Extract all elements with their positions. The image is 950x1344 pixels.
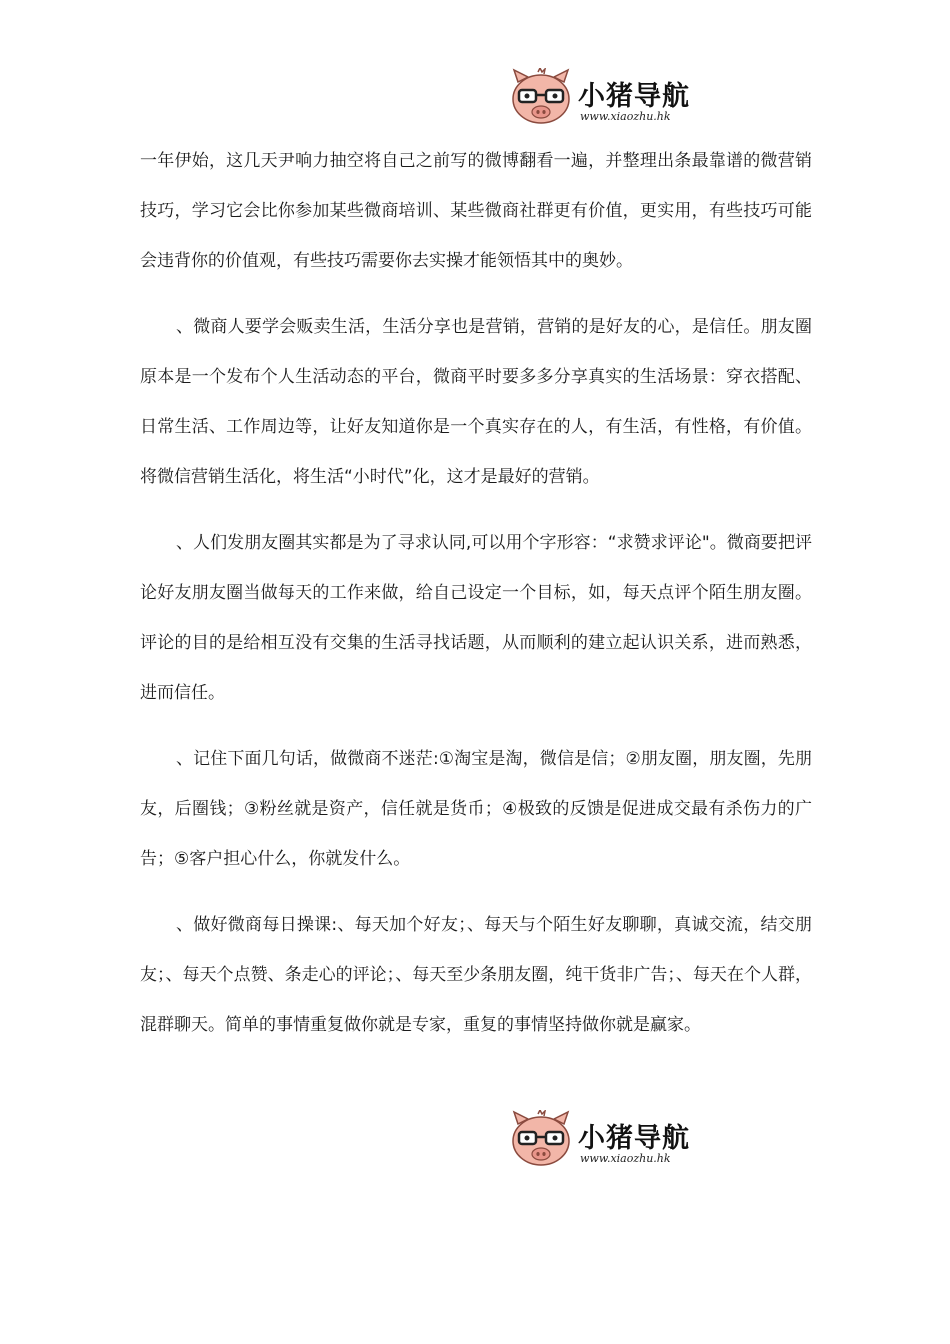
logo-name: 小猪导航 xyxy=(578,81,690,112)
logo-url: www.xiaozhu.hk xyxy=(580,110,671,123)
footer-logo xyxy=(510,1110,695,1168)
tip-paragraph-4: 、做好微商每日操课:、每天加个好友；、每天与个陌生好友聊聊，真诚交流，结交朋友；、每天个点赞、条走心的评论；、每天至少条朋友圈，纯干货非广告；、每天在个人群，混群聊天。简单的事情重复做你就是专家，重复的事情坚持做你就是赢家。 xyxy=(140,915,812,1035)
pig-mascot-icon xyxy=(510,68,572,126)
article-body xyxy=(140,136,812,1066)
intro-paragraph: 一年伊始，这几天尹响力抽空将自己之前写的微博翻看一遍，并整理出条最靠谱的微营销技巧，学习它会比你参加某些微商培训、某些微商社群更有价值，更实用，有些技巧可能会违背你的价值观，有些技巧需要你去实操才能领悟其中的奥妙。 xyxy=(140,151,812,271)
logo-url: www.xiaozhu.hk xyxy=(580,1152,671,1165)
tip-paragraph-3: 、记住下面几句话，做微商不迷茫:①淘宝是淘，微信是信；②朋友圈，朋友圈，先朋友，后圈钱；③粉丝就是资产，信任就是货币；④极致的反馈是促进成交最有杀伤力的广告；⑤客户担心什么，你就发什么。 xyxy=(140,749,812,869)
pig-mascot-icon xyxy=(510,1110,572,1168)
tip-paragraph-2: 、人们发朋友圈其实都是为了寻求认同,可以用个字形容：“求赞求评论"。微商要把评论好友朋友圈当做每天的工作来做，给自己设定一个目标，如，每天点评个陌生朋友圈。评论的目的是给相互没有交集的生活寻找话题，从而顺利的建立起认识关系，进而熟悉，进而信任。 xyxy=(140,533,812,703)
logo-name: 小猪导航 xyxy=(578,1123,690,1154)
tip-paragraph-1: 、微商人要学会贩卖生活，生活分享也是营销，营销的是好友的心，是信任。朋友圈原本是一个发布个人生活动态的平台，微商平时要多多分享真实的生活场景：穿衣搭配、日常生活、工作周边等，让好友知道你是一个真实存在的人，有生活，有性格，有价值。将微信营销生活化，将生活“小时代”化，这才是最好的营销。 xyxy=(140,317,812,487)
header-logo xyxy=(510,68,695,126)
